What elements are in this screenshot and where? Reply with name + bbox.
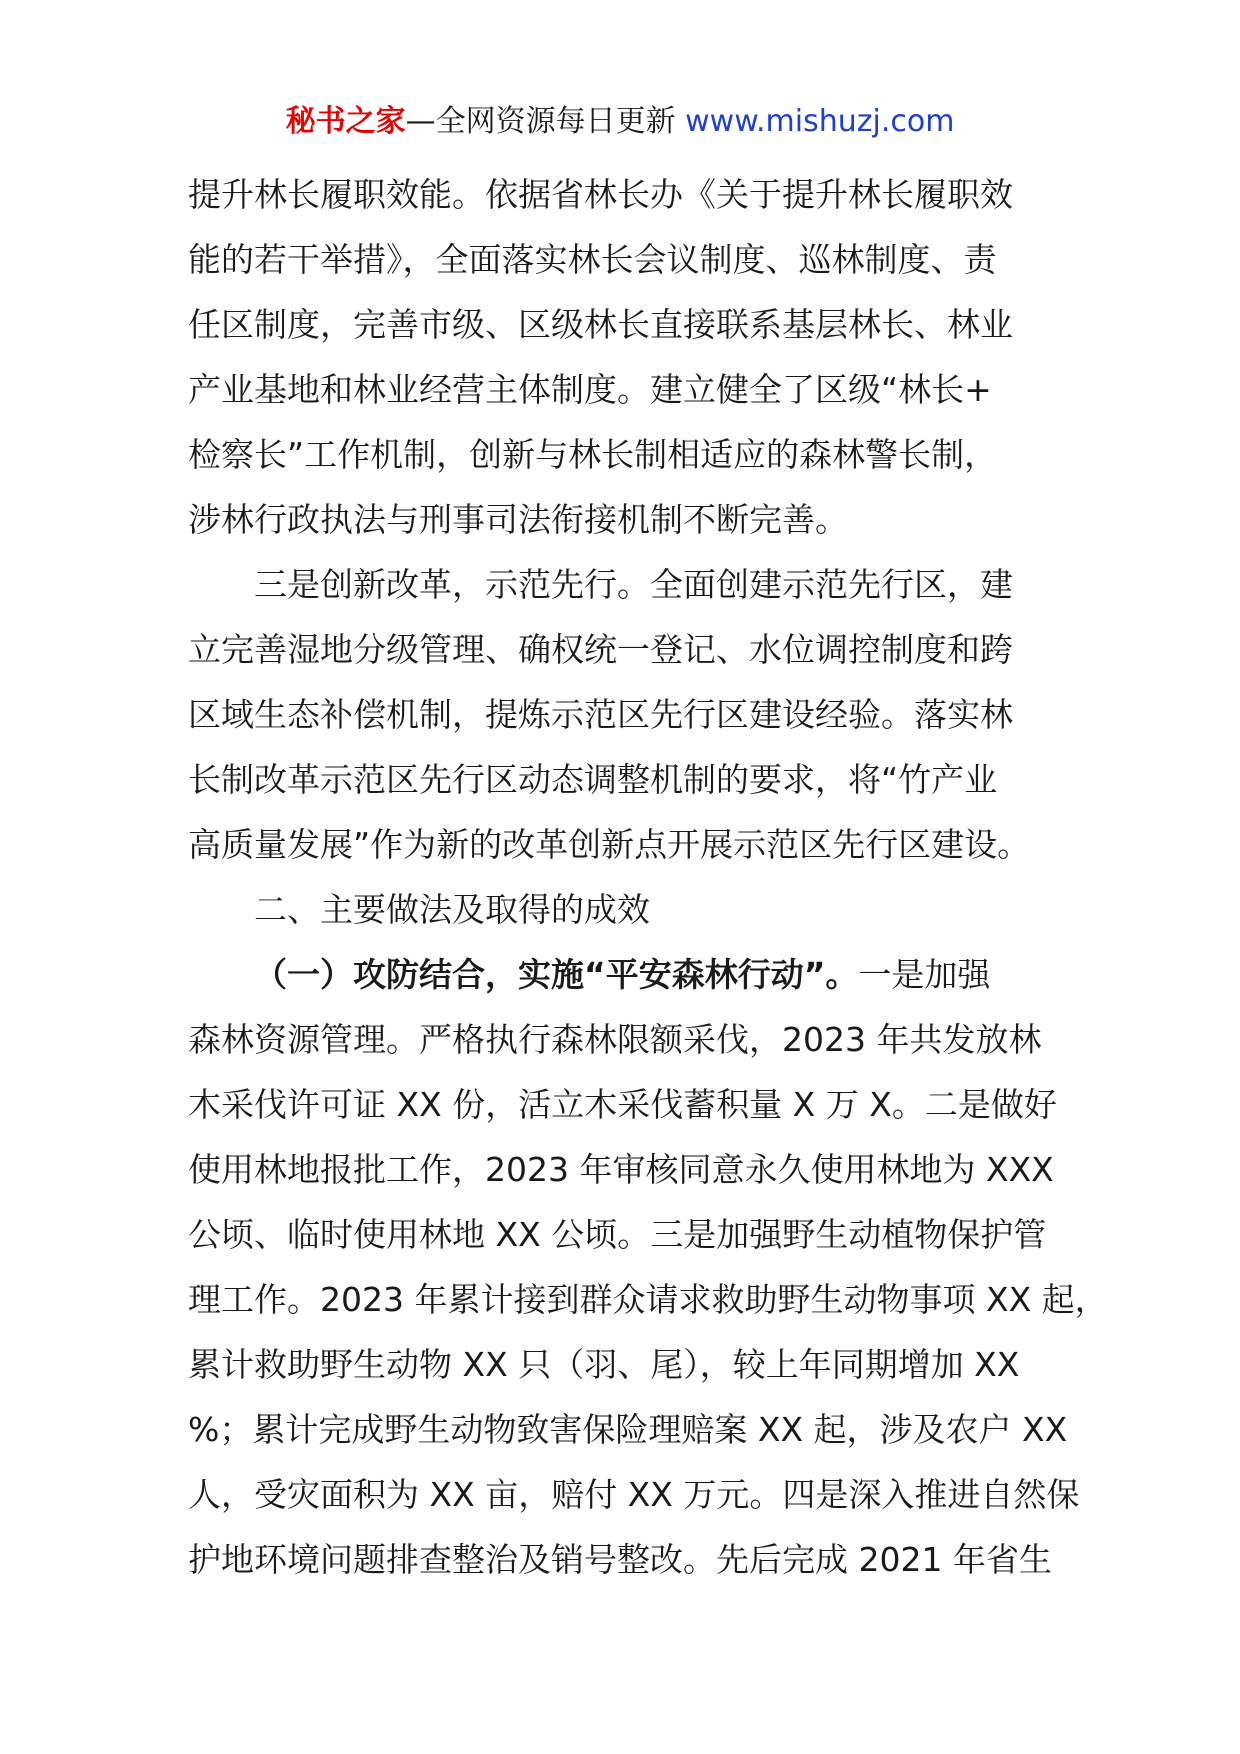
body-line: 森林资源管理。严格执行森林限额采伐，2023 年共发放林 — [188, 1020, 1042, 1059]
body-line: 立完善湿地分级管理、确权统一登记、水位调控制度和跨 — [188, 630, 1013, 669]
body-line: 长制改革示范区先行区动态调整机制的要求，将“竹产业 — [188, 760, 998, 799]
header-tagline: —全网资源每日更新 — [405, 104, 686, 139]
body-line: 木采伐许可证 XX 份，活立木采伐蓄积量 X 万 X。二是做好 — [188, 1085, 1057, 1124]
header-brand: 秘书之家 — [285, 104, 406, 139]
body-line: 产业基地和林业经营主体制度。建立健全了区级“林长+ — [188, 370, 992, 409]
body-line: 理工作。2023 年累计接到群众请求救助野生动物事项 XX 起， — [188, 1280, 1108, 1319]
body-line: 涉林行政执法与刑事司法衔接机制不断完善。 — [188, 500, 848, 539]
body-line: %；累计完成野生动物致害保险理赔案 XX 起，涉及农户 XX — [188, 1410, 1068, 1449]
body-line: 能的若干举措》，全面落实林长会议制度、巡林制度、责 — [188, 240, 997, 279]
subsection-heading: （一）攻防结合，实施“平安森林行动”。 — [254, 955, 859, 994]
body-line: 人，受灾面积为 XX 亩，赔付 XX 万元。四是深入推进自然保 — [188, 1475, 1080, 1514]
body-line: 使用林地报批工作，2023 年审核同意永久使用林地为 XXX — [188, 1150, 1054, 1189]
document-header — [0, 100, 1240, 144]
body-line: 护地环境问题排查整治及销号整改。先后完成 2021 年省生 — [188, 1540, 1052, 1579]
body-line: 高质量发展”作为新的改革创新点开展示范区先行区建设。 — [188, 825, 1031, 864]
header-url[interactable]: www.mishuzj.com — [685, 104, 955, 139]
body-line: 检察长”工作机制，创新与林长制相适应的森林警长制， — [188, 435, 998, 474]
body-line: 公顷、临时使用林地 XX 公顷。三是加强野生动植物保护管 — [188, 1215, 1047, 1254]
body-line: 区域生态补偿机制，提炼示范区先行区建设经验。落实林 — [188, 695, 1013, 734]
subsection-lead: 一是加强 — [858, 955, 991, 994]
section-heading: 二、主要做法及取得的成效 — [254, 890, 650, 929]
body-line: 提升林长履职效能。依据省林长办《关于提升林长履职效 — [188, 175, 1013, 214]
body-line: 三是创新改革，示范先行。全面创建示范先行区，建 — [254, 565, 1013, 604]
body-line: 任区制度，完善市级、区级林长直接联系基层林长、林业 — [188, 305, 1013, 344]
body-line: 累计救助野生动物 XX 只（羽、尾），较上年同期增加 XX — [188, 1345, 1020, 1384]
document-body — [188, 162, 1108, 1592]
subsection-line — [188, 942, 1088, 1007]
